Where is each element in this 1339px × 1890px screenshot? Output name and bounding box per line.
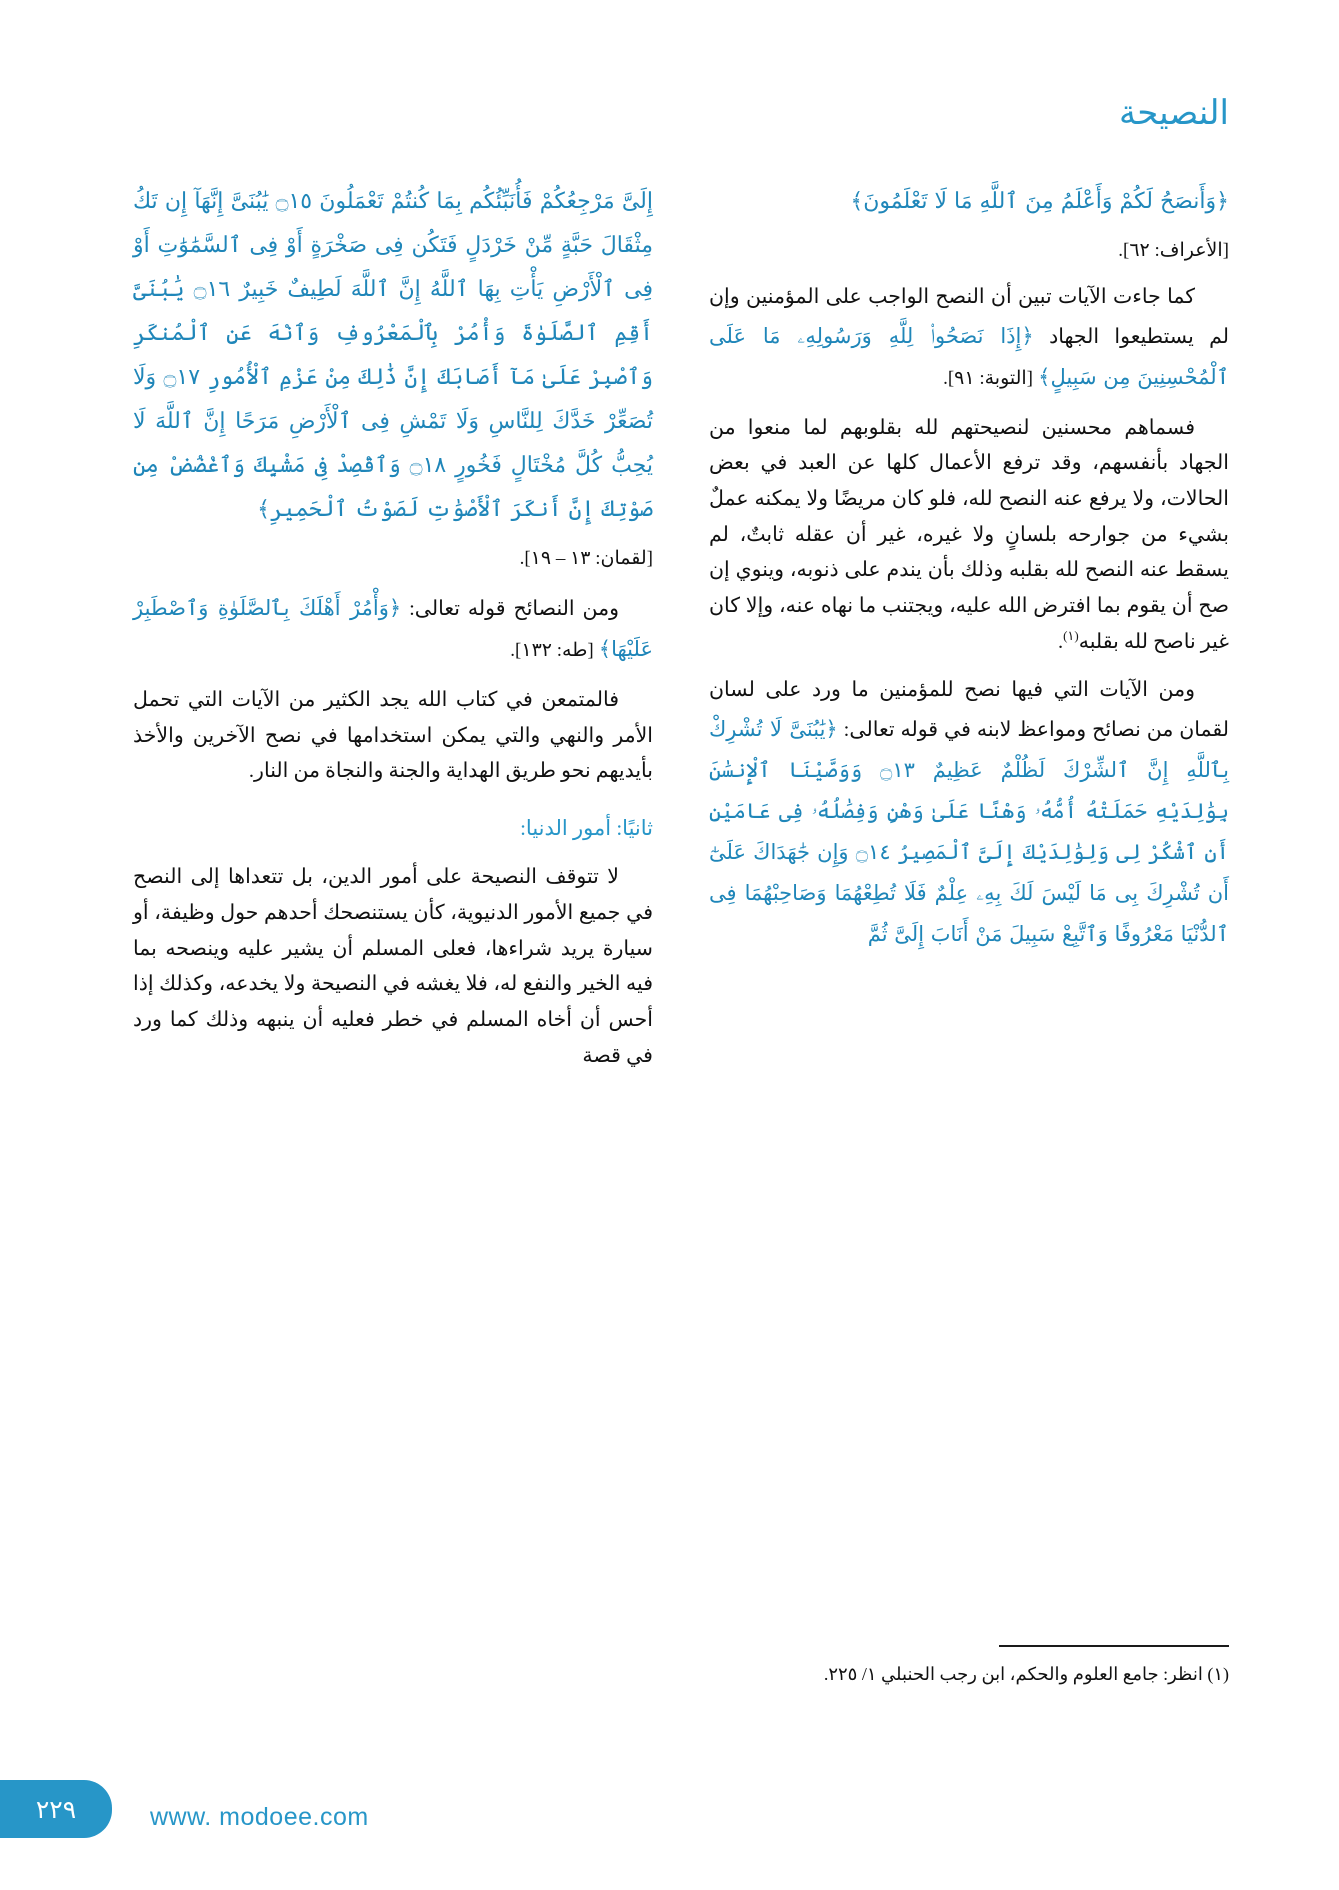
page-number: ٢٢٩ (35, 1794, 77, 1824)
quran-verse-taha: ﴿وَأْمُرْ أَهْلَكَ بِٱلصَّلَوٰةِ وَٱصْطَبِرْ عَلَيْهَا﴾ (133, 596, 653, 661)
paragraph-mutamaein: فالمتمعن في كتاب الله يجد الكثير من الآيات التي تحمل الأمر والنهي والتي يمكن استخدامها في نصح الآخرين والأخذ بأيديهم نحو طريق الهداية والجنة والنجاة من النار. (133, 688, 653, 783)
paragraph-luqman-intro (709, 673, 1229, 954)
verse-reference-taha: [طه: ١٣٢]. (510, 639, 594, 661)
paragraph-dunya-advice: لا تتوقف النصيحة على أمور الدين، بل تتعداها إلى النصح في جميع الأمور الدنيوية، كأن يستنصحك أحدهم حول وظيفة، أو سيارة يريد شراءها، فعلى المسلم أن يشير عليه وينصحه بما فيه الخير والنفع له، فلا يغشه في النصيحة ولا يخدعه، وكذلك إذا أحس أن أخاه المسلم في خطر فعليه أن ينبهه وذلك كما ورد في قصة (133, 866, 653, 1067)
paragraph-muhsinin (709, 411, 1229, 661)
paragraph-text: كما جاءت الآيات تبين أن النصح الواجب على المؤمنين وإن لم يستطيعوا الجهاد (709, 286, 1230, 348)
paragraph-nasihah-wajibah (709, 280, 1229, 398)
verse-reference-tawbah: [التوبة: ٩١]. (943, 367, 1034, 389)
page-number-badge (0, 1780, 112, 1838)
footnote-marker: (١) (1063, 627, 1079, 643)
page-header (110, 93, 1229, 156)
footnote-divider (999, 1645, 1229, 1647)
paragraph-text: ومن النصائح قوله تعالى: (409, 598, 620, 621)
chapter-title: النصيحة (1119, 93, 1229, 133)
verse-reference-luqman: [لقمان: ١٣ – ١٩]. (519, 548, 653, 569)
body-columns (110, 180, 1229, 1690)
verse-reference-araf: [الأعراف: ٦٢]. (1118, 240, 1229, 261)
quran-verse-luqman-cont: إِلَىَّ مَرْجِعُكُمْ فَأُنَبِّئُكُم بِمَا كُنتُمْ تَعْمَلُونَ ۝١٥ يَٰبُنَىَّ إِنَّهَآ إِن تَكُ مِثْقَالَ حَبَّةٍ مِّنْ خَرْدَلٍ فَتَكُن فِى صَخْرَةٍ أَوْ فِى ٱلسَّمَٰوَٰتِ أَوْ فِى ٱلْأَرْضِ يَأْتِ بِهَا ٱللَّهُ إِنَّ ٱللَّهَ لَطِيفٌ خَبِيرٌ ۝١٦ يَٰبُنَىَّ أَقِمِ ٱلصَّلَوٰةَ وَأْمُرْ بِٱلْمَعْرُوفِ وَٱنْهَ عَنِ ٱلْمُنكَرِ وَٱصْبِرْ عَلَىٰ مَآ أَصَابَكَ إِنَّ ذَٰلِكَ مِنْ عَزْمِ ٱلْأُمُورِ ۝١٧ وَلَا تُصَعِّرْ خَدَّكَ لِلنَّاسِ وَلَا تَمْشِ فِى ٱلْأَرْضِ مَرَحًا إِنَّ ٱللَّهَ لَا يُحِبُّ كُلَّ مُخْتَالٍ فَخُورٍ ۝١٨ وَٱقْصِدْ فِى مَشْيِكَ وَٱغْضُضْ مِن صَوْتِكَ إِنَّ أَنكَرَ ٱلْأَصْوَٰتِ لَصَوْتُ ٱلْحَمِيرِ﴾ (133, 189, 653, 522)
column-left (133, 180, 653, 1690)
quran-verse-tawbah: ﴿إِذَا نَصَحُوا۟ لِلَّهِ وَرَسُولِهِۦ مَا عَلَى ٱلْمُحْسِنِينَ مِن سَبِيلٍ﴾ (709, 323, 1229, 389)
footnote-area (709, 1645, 1229, 1690)
quran-verse-araf: ﴿وَأَنصَحُ لَكُمْ وَأَعْلَمُ مِنَ ٱللَّهِ مَا لَا تَعْلَمُونَ﴾ (850, 189, 1229, 214)
site-url[interactable]: www. modoee.com (150, 1803, 369, 1831)
paragraph-nasaih-taala (133, 588, 653, 670)
footnote-text: (١) انظر: جامع العلوم والحكم، ابن رجب الحنبلي ١/ ٢٢٥. (823, 1664, 1229, 1685)
paragraph-period: . (1057, 630, 1064, 653)
column-right (709, 180, 1229, 1690)
paragraph-text: ومن الآيات التي فيها نصح للمؤمنين ما ورد على لسان لقمان من نصائح ومواعظ لابنه في قوله تعالى: (709, 679, 1229, 741)
paragraph-text: فسماهم محسنين لنصيحتهم لله بقلوبهم لما منعوا من الجهاد بأنفسهم، وقد ترفع الأعمال كلها عن العبد في بعض الحالات، ولا يرفع عنه النصح لله، فلو كان مريضًا ولا يمكنه عملٌ بشيء من جوارحه بلسانٍ ولا غيره، غير أن عقله ثابتٌ، لم يسقط عنه النصح لله بقلبه وذلك بأن يندم على ذنوبه، وينوي إن صح أن يقوم بما افترض الله عليه، ويجتنب ما نهاه عنه، وإلا كان غير ناصح لله بقلبه (709, 416, 1229, 653)
section-subheading-dunya: ثانيًا: أمور الدنيا: (520, 815, 653, 840)
page-footer (0, 1740, 1339, 1890)
quran-verse-luqman-start: ﴿يَٰبُنَىَّ لَا تُشْرِكْ بِٱللَّهِ إِنَّ ٱلشِّرْكَ لَظُلْمٌ عَظِيمٌ ۝١٣ وَوَصَّيْنَا ٱلْإِنسَٰنَ بِوَٰلِدَيْهِ حَمَلَتْهُ أُمُّهُۥ وَهْنًا عَلَىٰ وَهْنٍ وَفِصَٰلُهُۥ فِى عَامَيْنِ أَنِ ٱشْكُرْ لِى وَلِوَٰلِدَيْكَ إِلَىَّ ٱلْمَصِيرُ ۝١٤ وَإِن جَٰهَدَاكَ عَلَىٰٓ أَن تُشْرِكَ بِى مَا لَيْسَ لَكَ بِهِۦ عِلْمٌ فَلَا تُطِعْهُمَا وَصَاحِبْهُمَا فِى ٱلدُّنْيَا مَعْرُوفًا وَٱتَّبِعْ سَبِيلَ مَنْ أَنَابَ إِلَىَّ ثُمَّ (709, 716, 1229, 946)
